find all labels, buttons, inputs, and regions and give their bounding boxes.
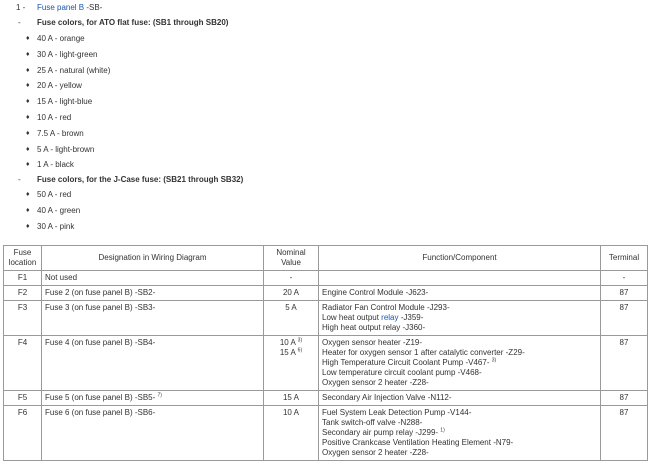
nominal-value-text: - xyxy=(289,273,293,282)
fuse-panel-suffix: -SB- xyxy=(84,3,103,12)
function-component xyxy=(322,428,597,438)
function-text: Tank switch-off valve -N288- xyxy=(322,418,423,427)
fuse-color-item: 40 A - orange xyxy=(37,34,85,43)
function-component xyxy=(322,368,597,378)
fuse-color-item: 40 A - green xyxy=(37,205,81,215)
nominal-value-cell xyxy=(264,391,319,406)
header-nominal-value: Nominal Value xyxy=(264,246,319,271)
designation-cell xyxy=(42,336,264,391)
function-component-cell xyxy=(319,336,601,391)
designation-cell xyxy=(42,391,264,406)
terminal-cell xyxy=(601,336,648,391)
function-component-cell xyxy=(319,286,601,301)
function-component xyxy=(322,313,597,323)
fuse-location-cell xyxy=(4,271,42,286)
table-row xyxy=(4,286,648,301)
designation-text: Not used xyxy=(45,273,78,282)
nominal-value-cell xyxy=(264,406,319,461)
function-text: Heater for oxygen sensor 1 after catalytic converter -Z29- xyxy=(322,348,525,357)
designation-cell xyxy=(42,271,264,286)
bullet-icon: ♦ xyxy=(26,66,30,74)
table-row xyxy=(4,271,648,286)
function-component xyxy=(322,408,597,418)
fuse-location: F5 xyxy=(17,393,28,402)
bullet-icon: ♦ xyxy=(26,98,30,106)
fuse-location-cell xyxy=(4,336,42,391)
fuse-color-item: 25 A - natural (white) xyxy=(37,65,111,75)
bullet-icon: ♦ xyxy=(26,206,30,214)
fuse-location: F4 xyxy=(17,338,28,347)
function-text: High Temperature Circuit Coolant Pump -V467- xyxy=(322,358,490,367)
nominal-value-text: 10 A xyxy=(279,338,296,347)
fuse-color-item: 50 A - red xyxy=(37,190,72,199)
function-component xyxy=(322,418,597,428)
function-text: Oxygen sensor 2 heater -Z28- xyxy=(322,448,429,457)
terminal-value: 87 xyxy=(619,288,629,297)
function-component xyxy=(322,438,597,448)
fuse-panel-title xyxy=(37,3,102,12)
function-text: Low heat output xyxy=(322,313,382,322)
fuse-location: F2 xyxy=(17,288,28,297)
table-header-row xyxy=(4,246,648,271)
fuse-color-item: 7.5 A - brown xyxy=(37,128,84,138)
nominal-value-cell xyxy=(264,286,319,301)
table-row xyxy=(4,391,648,406)
table-row xyxy=(4,406,648,461)
terminal-value: - xyxy=(622,273,626,282)
fuse-location: F3 xyxy=(17,303,28,312)
designation-text: Fuse 2 (on fuse panel B) -SB2- xyxy=(45,288,156,297)
designation-text: Fuse 6 (on fuse panel B) -SB6- xyxy=(45,408,156,417)
relay-link[interactable]: relay xyxy=(381,313,399,322)
nominal-value-cell xyxy=(264,271,319,286)
designation-cell xyxy=(42,301,264,336)
table-row xyxy=(4,301,648,336)
function-text: Secondary Air Injection Valve -N112- xyxy=(322,393,452,402)
bullet-icon: ♦ xyxy=(26,114,30,121)
nominal-value-text: 10 A xyxy=(282,408,299,417)
fuse-location-cell xyxy=(4,406,42,461)
terminal-cell xyxy=(601,286,648,301)
bullet-icon: ♦ xyxy=(26,145,30,153)
nominal-value-text: 15 A xyxy=(279,348,296,357)
footnote-ref: 7) xyxy=(157,392,162,399)
function-text: Low temperature circuit coolant pump -V468- xyxy=(322,368,482,377)
function-component xyxy=(322,303,597,313)
bullet-icon: ♦ xyxy=(26,35,30,42)
fuse-color-item: 15 A - light-blue xyxy=(37,97,93,107)
fuse-color-item: 1 A - black xyxy=(37,160,74,170)
nominal-value-text: 15 A xyxy=(282,393,299,402)
item-number: 1 - xyxy=(16,3,26,12)
terminal-value: 87 xyxy=(619,338,629,347)
function-text: Positive Crankcase Ventilation Heating Element -N79- xyxy=(322,438,514,447)
terminal-cell xyxy=(601,301,648,336)
function-component-cell xyxy=(319,391,601,406)
function-component xyxy=(322,448,597,458)
nominal-value-cell xyxy=(264,336,319,391)
fuse-panel-link[interactable]: Fuse panel B xyxy=(37,3,85,12)
nominal-value xyxy=(267,393,315,403)
function-component xyxy=(322,348,597,358)
function-text: Oxygen sensor heater -Z19- xyxy=(322,338,423,347)
ato-fuse-colors-title: Fuse colors, for ATO flat fuse: (SB1 through SB20) xyxy=(37,18,229,27)
bullet-icon: ♦ xyxy=(26,129,30,137)
jcase-dash: - xyxy=(18,175,21,184)
nominal-value xyxy=(267,408,315,418)
fuse-color-item: 5 A - light-brown xyxy=(37,144,95,154)
function-text: High heat output relay -J360- xyxy=(322,323,426,332)
function-component xyxy=(322,358,597,368)
function-text: Radiator Fan Control Module -J293- xyxy=(322,303,450,312)
function-component xyxy=(322,288,597,298)
fuse-color-item: 10 A - red xyxy=(37,113,72,122)
bullet-icon: ♦ xyxy=(26,191,30,198)
jcase-fuse-colors-title: Fuse colors, for the J-Case fuse: (SB21 through SB32) xyxy=(37,175,244,184)
bullet-icon: ♦ xyxy=(26,222,30,230)
footnote-ref: 3) xyxy=(297,337,303,344)
designation-text: Fuse 4 (on fuse panel B) -SB4- xyxy=(45,338,156,347)
function-component xyxy=(322,378,597,388)
header-terminal: Terminal xyxy=(601,246,648,271)
function-text: -J359- xyxy=(398,313,424,322)
nominal-value xyxy=(267,288,315,298)
terminal-value: 87 xyxy=(619,408,629,417)
footnote-ref: 6) xyxy=(297,347,303,354)
designation-text: Fuse 3 (on fuse panel B) -SB3- xyxy=(45,303,156,312)
terminal-value: 87 xyxy=(619,303,629,312)
function-component-cell xyxy=(319,406,601,461)
fuse-table xyxy=(3,245,648,461)
function-component-cell xyxy=(319,301,601,336)
fuse-table-body xyxy=(4,271,648,461)
header-function-component: Function/Component xyxy=(319,246,601,271)
nominal-value-text: 5 A xyxy=(285,303,297,312)
function-text: Engine Control Module -J623- xyxy=(322,288,429,297)
nominal-value-cell xyxy=(264,301,319,336)
bullet-icon: ♦ xyxy=(26,50,30,58)
nominal-value xyxy=(267,338,315,348)
nominal-value xyxy=(267,348,315,358)
fuse-color-item: 20 A - yellow xyxy=(37,81,82,91)
table-row xyxy=(4,336,648,391)
function-component-cell xyxy=(319,271,601,286)
ato-dash: - xyxy=(18,18,21,27)
header-fuse-location: Fuse location xyxy=(4,246,42,271)
function-component xyxy=(322,323,597,333)
footnote-ref: 1) xyxy=(440,427,445,434)
terminal-value: 87 xyxy=(619,393,629,402)
bullet-icon: ♦ xyxy=(26,161,30,169)
function-component xyxy=(322,338,597,348)
fuse-location: F1 xyxy=(17,273,28,282)
fuse-location-cell xyxy=(4,286,42,301)
fuse-color-item: 30 A - pink xyxy=(37,221,75,231)
fuse-color-item: 30 A - light-green xyxy=(37,49,98,59)
terminal-cell xyxy=(601,406,648,461)
function-text: Oxygen sensor 2 heater -Z28- xyxy=(322,378,429,387)
footnote-ref: 3) xyxy=(491,357,497,364)
nominal-value-text: 20 A xyxy=(282,288,299,297)
fuse-location: F6 xyxy=(17,408,28,417)
bullet-icon: ♦ xyxy=(26,82,30,90)
terminal-cell xyxy=(601,271,648,286)
designation-text: Fuse 5 (on fuse panel B) -SB5- xyxy=(45,393,156,402)
function-text: Secondary air pump relay -J299- xyxy=(322,428,439,437)
function-component xyxy=(322,393,597,403)
fuse-location-cell xyxy=(4,391,42,406)
nominal-value xyxy=(267,273,315,283)
designation-cell xyxy=(42,406,264,461)
function-text: Fuel System Leak Detection Pump -V144- xyxy=(322,408,472,417)
terminal-cell xyxy=(601,391,648,406)
header-designation: Designation in Wiring Diagram xyxy=(42,246,264,271)
designation-cell xyxy=(42,286,264,301)
nominal-value xyxy=(267,303,315,313)
fuse-location-cell xyxy=(4,301,42,336)
